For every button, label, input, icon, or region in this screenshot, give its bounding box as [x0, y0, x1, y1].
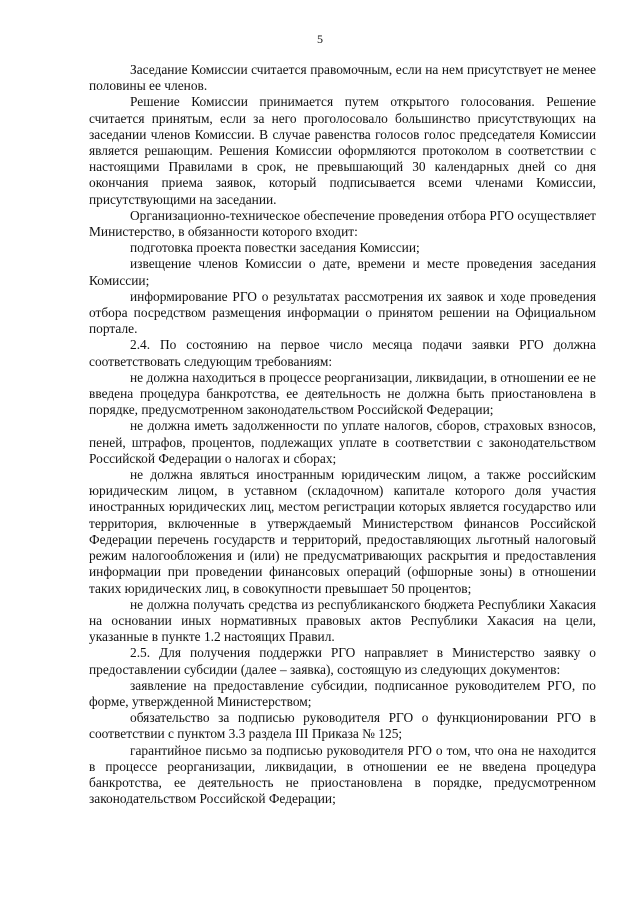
paragraph: не должна находиться в процессе реорганизации, ликвидации, в отношении ее не введена процедура банкротства, ее деятельность не должна быть приостановлена в порядке, предусмотренном законодательством Российской Федерации;	[89, 369, 596, 418]
paragraph: Организационно-техническое обеспечение проведения отбора РГО осуществляет Министерство, в обязанности которого входит:	[89, 207, 596, 240]
document-body	[89, 62, 596, 807]
paragraph: не должна иметь задолженности по уплате налогов, сборов, страховых взносов, пеней, штрафов, процентов, подлежащих уплате в соответствии с законодательством Российской Федерации о налогах и сборах;	[89, 418, 596, 466]
paragraph: информирование РГО о результатах рассмотрения их заявок и ходе проведения отбора посредством размещения информации о принятом решении на Официальном портале.	[89, 288, 596, 337]
paragraph: Решение Комиссии принимается путем открытого голосования. Решение считается принятым, если за него проголосовало большинство присутствующих на заседании членов Комиссии. В случае равенства голосов голос председателя Комиссии является решающим. Решения Комиссии оформляются протоколом в соответствии с настоящими Правилами в срок, не превышающий 30 календарных дней со дня окончания приема заявок, который подписывается всеми членами Комиссии, присутствующими на заседании.	[89, 94, 596, 207]
paragraph: 2.4. По состоянию на первое число месяца подачи заявки РГО должна соответствовать следующим требованиям:	[89, 337, 596, 369]
paragraph: не должна получать средства из республиканского бюджета Республики Хакасия на основании иных нормативных правовых актов Республики Хакасия на цели, указанные в пункте 1.2 настоящих Правил.	[89, 596, 596, 645]
paragraph: подготовка проекта повестки заседания Комиссии;	[130, 240, 420, 256]
paragraph: извещение членов Комиссии о дате, времени и месте проведения заседания Комиссии;	[89, 256, 596, 288]
paragraph: гарантийное письмо за подписью руководителя РГО о том, что она не находится в процессе реорганизации, ликвидации, в отношении ее не введена процедура банкротства, ее деятельность не приостановлена в порядке, предусмотренном законодательством Российской Федерации;	[89, 742, 596, 807]
paragraph: обязательство за подписью руководителя РГО о функционировании РГО в соответствии с пунктом 3.3 раздела III Приказа № 125;	[89, 710, 596, 742]
paragraph: заявление на предоставление субсидии, подписанное руководителем РГО, по форме, утвержденной Министерством;	[89, 677, 596, 709]
paragraph: Заседание Комиссии считается правомочным, если на нем присутствует не менее половины ее членов.	[89, 62, 596, 94]
page-number: 5	[317, 32, 323, 46]
paragraph: 2.5. Для получения поддержки РГО направляет в Министерство заявку о предоставлении субсидии (далее – заявка), состоящую из следующих документов:	[89, 645, 596, 677]
paragraph: не должна являться иностранным юридическим лицом, а также российским юридическим лицом, в уставном (складочном) капитале которого доля участия иностранных юридических лиц, местом регистрации которых является государство или территория, включенные в утверждаемый Министерством финансов Российской Федерации перечень государств и территорий, предоставляющих льготный налоговый режим налогообложения и (или) не предусматривающих раскрытия и предоставления информации при проведении финансовых операций (офшорные зоны) в отношении таких юридических лиц, в совокупности превышает 50 процентов;	[89, 467, 596, 596]
